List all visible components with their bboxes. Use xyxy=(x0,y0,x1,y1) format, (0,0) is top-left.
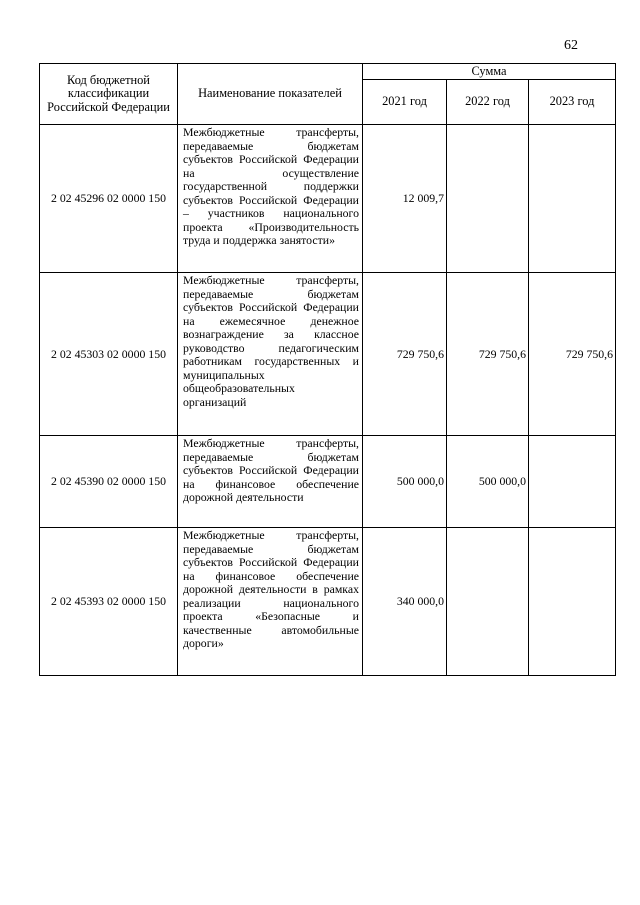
table-row xyxy=(40,273,616,436)
header-code: Код бюджетной классификации Российской Федерации xyxy=(40,64,178,125)
indicator-name: Межбюджетные трансферты, передаваемые бюджетам субъектов Российской Федерации на финансовое обеспечение дорожной деятельности в рамках реализации национального проекта «Безопасные и качественные автомобильные дороги» xyxy=(178,528,363,676)
indicator-name: Межбюджетные трансферты, передаваемые бюджетам субъектов Российской Федерации на ежемесячное денежное вознаграждение за классное руководство педагогическим работникам государственных и муниципальных общеобразовательных организаций xyxy=(178,273,363,436)
amount-2021: 12 009,7 xyxy=(363,125,447,273)
header-name: Наименование показателей xyxy=(178,64,363,125)
header-year-2021: 2021 год xyxy=(363,80,447,125)
amount-2021: 500 000,0 xyxy=(363,436,447,528)
table-row xyxy=(40,528,616,676)
indicator-name: Межбюджетные трансферты, передаваемые бюджетам субъектов Российской Федерации на финансовое обеспечение дорожной деятельности xyxy=(178,436,363,528)
amount-2023 xyxy=(529,436,616,528)
amount-2022 xyxy=(447,528,529,676)
header-sum: Сумма xyxy=(363,64,616,80)
header-year-2022: 2022 год xyxy=(447,80,529,125)
amount-2021: 729 750,6 xyxy=(363,273,447,436)
budget-code: 2 02 45390 02 0000 150 xyxy=(40,436,178,528)
amount-2022 xyxy=(447,125,529,273)
amount-2022: 500 000,0 xyxy=(447,436,529,528)
header-row-top xyxy=(40,64,616,80)
amount-2021: 340 000,0 xyxy=(363,528,447,676)
table-row xyxy=(40,125,616,273)
table-row xyxy=(40,436,616,528)
amount-2023: 729 750,6 xyxy=(529,273,616,436)
amount-2023 xyxy=(529,528,616,676)
header-year-2023: 2023 год xyxy=(529,80,616,125)
amount-2022: 729 750,6 xyxy=(447,273,529,436)
budget-table xyxy=(39,63,616,676)
budget-code: 2 02 45393 02 0000 150 xyxy=(40,528,178,676)
indicator-name: Межбюджетные трансферты, передаваемые бюджетам субъектов Российской Федерации на осуществление государственной поддержки субъектов Российской Федерации – участников национального проекта «Производительность труда и поддержка занятости» xyxy=(178,125,363,273)
amount-2023 xyxy=(529,125,616,273)
budget-code: 2 02 45296 02 0000 150 xyxy=(40,125,178,273)
budget-code: 2 02 45303 02 0000 150 xyxy=(40,273,178,436)
page-number: 62 xyxy=(564,38,578,53)
